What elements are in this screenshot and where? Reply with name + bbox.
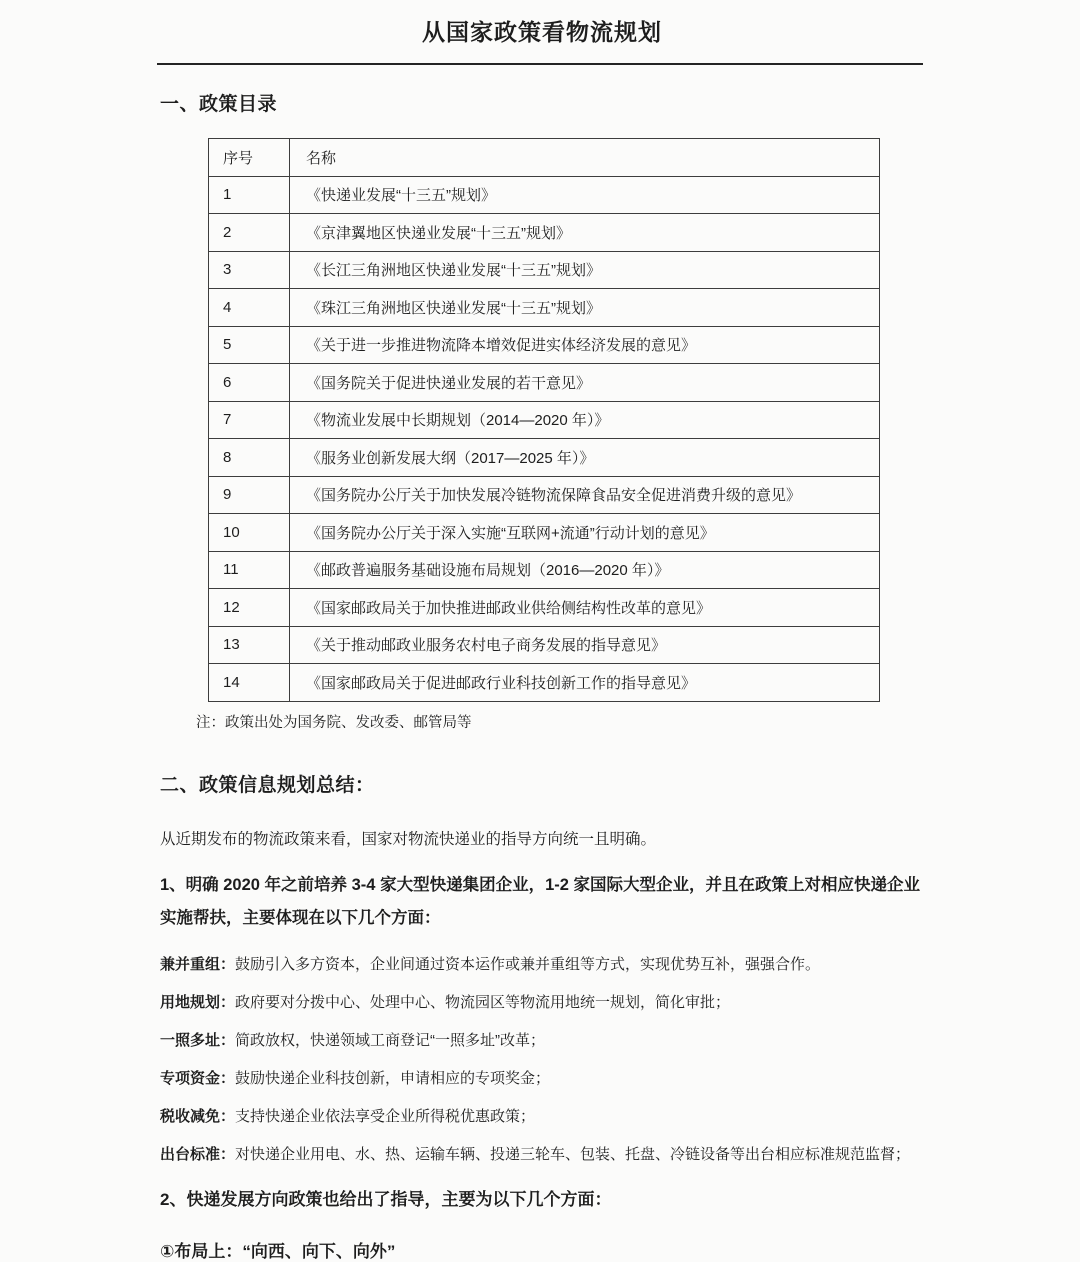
point2-heading: 2、快递发展方向政策也给出了指导，主要为以下几个方面： [160, 1189, 612, 1209]
column-header-name: 名称 [290, 139, 880, 177]
measure-desc: 鼓励引入多方资本，企业间通过资本运作或兼并重组等方式，实现优势互补，强强合作。 [235, 955, 821, 973]
measure-term: 税收减免： [160, 1107, 236, 1125]
policy-name: 《快递业发展“十三五”规划》 [290, 176, 880, 214]
policy-number: 7 [209, 401, 290, 439]
measure-desc: 鼓励快递企业科技创新，申请相应的专项奖金； [235, 1069, 551, 1087]
subpoint-layout: ①布局上：“向西、向下、向外” [160, 1241, 396, 1261]
policy-number: 9 [209, 476, 290, 514]
page-title: 从国家政策看物流规划 [422, 19, 662, 45]
table-row [209, 326, 880, 364]
section2-heading: 二、政策信息规划总结： [160, 774, 375, 796]
measure-term: 专项资金： [160, 1069, 236, 1087]
point1-paragraph: 1、明确 2020 年之前培养 3-4 家大型快递集团企业，1-2 家国际大型企业，并且在政策上对相应快递企业实施帮扶，主要体现在以下几个方面： [160, 875, 920, 927]
measure-item [160, 1141, 924, 1169]
policy-number: 1 [209, 176, 290, 214]
table-row [209, 176, 880, 214]
table-row [209, 514, 880, 552]
measure-item [160, 989, 924, 1017]
table-row [209, 251, 880, 289]
title-divider [157, 63, 923, 65]
policy-name: 《国务院办公厅关于深入实施“互联网+流通”行动计划的意见》 [290, 514, 880, 552]
measure-item [160, 1065, 924, 1093]
policy-number: 14 [209, 664, 290, 702]
policy-number: 11 [209, 551, 290, 589]
table-row [209, 476, 880, 514]
measure-item [160, 951, 924, 979]
table-note: 注：政策出处为国务院、发改委、邮管局等 [196, 714, 472, 731]
measures-list [160, 951, 924, 1169]
policy-number: 2 [209, 214, 290, 252]
measure-desc: 支持快递企业依法享受企业所得税优惠政策； [235, 1107, 536, 1125]
policy-number: 3 [209, 251, 290, 289]
policy-name: 《国家邮政局关于促进邮政行业科技创新工作的指导意见》 [290, 664, 880, 702]
policy-name: 《关于进一步推进物流降本增效促进实体经济发展的意见》 [290, 326, 880, 364]
policy-name: 《长江三角洲地区快递业发展“十三五”规划》 [290, 251, 880, 289]
policy-name: 《邮政普遍服务基础设施布局规划（2016—2020 年）》 [290, 551, 880, 589]
policy-number: 8 [209, 439, 290, 477]
policy-name: 《京津翼地区快递业发展“十三五”规划》 [290, 214, 880, 252]
table-row [209, 439, 880, 477]
policy-table [208, 138, 880, 702]
table-row [209, 364, 880, 402]
policy-name: 《物流业发展中长期规划（2014—2020 年）》 [290, 401, 880, 439]
policy-name: 《国家邮政局关于加快推进邮政业供给侧结构性改革的意见》 [290, 589, 880, 627]
table-row [209, 551, 880, 589]
intro-paragraph: 从近期发布的物流政策来看，国家对物流快递业的指导方向统一且明确。 [160, 830, 657, 848]
policy-name: 《国务院关于促进快递业发展的若干意见》 [290, 364, 880, 402]
table-row [209, 401, 880, 439]
policy-name: 《珠江三角洲地区快递业发展“十三五”规划》 [290, 289, 880, 327]
measure-term: 兼并重组： [160, 955, 236, 973]
policy-name: 《关于推动邮政业服务农村电子商务发展的指导意见》 [290, 626, 880, 664]
policy-number: 4 [209, 289, 290, 327]
policy-number: 5 [209, 326, 290, 364]
measure-term: 出台标准： [160, 1145, 236, 1163]
measure-desc: 对快递企业用电、水、热、运输车辆、投递三轮车、包装、托盘、冷链设备等出台相应标准规范监督； [235, 1145, 911, 1163]
table-header-row [209, 139, 880, 177]
policy-number: 12 [209, 589, 290, 627]
section1-heading: 一、政策目录 [160, 94, 278, 115]
measure-desc: 简政放权，快递领域工商登记“一照多址”改革； [235, 1031, 546, 1049]
policy-name: 《国务院办公厅关于加快发展冷链物流保障食品安全促进消费升级的意见》 [290, 476, 880, 514]
table-row [209, 589, 880, 627]
measure-term: 一照多址： [160, 1031, 236, 1049]
column-header-no: 序号 [209, 139, 290, 177]
measure-term: 用地规划： [160, 993, 236, 1011]
measure-item [160, 1027, 924, 1055]
measure-item [160, 1103, 924, 1131]
policy-number: 10 [209, 514, 290, 552]
table-row [209, 664, 880, 702]
table-row [209, 289, 880, 327]
table-row [209, 626, 880, 664]
policy-name: 《服务业创新发展大纲（2017—2025 年）》 [290, 439, 880, 477]
table-row [209, 214, 880, 252]
policy-number: 13 [209, 626, 290, 664]
policy-number: 6 [209, 364, 290, 402]
measure-desc: 政府要对分拨中心、处理中心、物流园区等物流用地统一规划，简化审批； [235, 993, 731, 1011]
